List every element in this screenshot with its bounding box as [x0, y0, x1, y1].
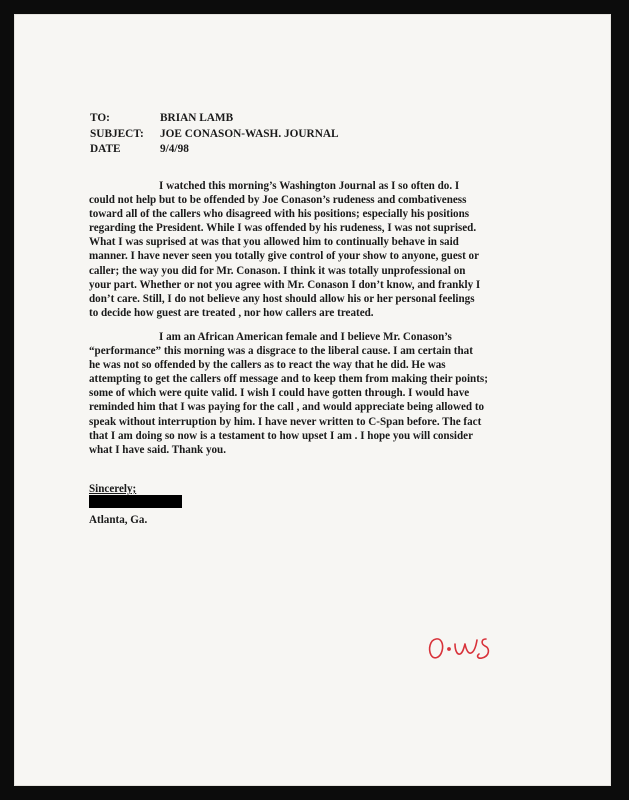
memo-date-row [90, 142, 339, 158]
paragraph-line: that I am doing so now is a testament to how upset I am . I hope you will consider [89, 429, 473, 442]
paragraph-line: What I was suprised at was that you allowed him to continually behave in said [89, 236, 459, 249]
paragraph-line: to decide how guest are treated , nor how callers are treated. [89, 306, 374, 319]
paragraph-line: caller; the way you did for Mr. Conason. I think it was totally unprofessional on [89, 264, 466, 277]
memo-subject-label: SUBJECT: [90, 127, 144, 140]
paragraph-line: I watched this morning’s Washington Journal as I so often do. I [159, 180, 460, 192]
paragraph-line: reminded him that I was paying for the call , and would appreciate being allowed to [89, 401, 485, 414]
memo-subject-row [90, 127, 339, 143]
paragraph-line: he was not so offended by the callers as to react the way that he did. He was [89, 359, 446, 372]
memo-to-label: TO: [90, 112, 110, 124]
paragraph-line: your part. Whether or not you agree with Mr. Conason I don’t know, and frankly I [89, 278, 481, 291]
body-paragraph-1 [89, 179, 526, 320]
memo-subject-value: JOE CONASON-WASH. JOURNAL [160, 127, 339, 140]
memo-to-value: BRIAN LAMB [160, 112, 234, 124]
handwritten-initials [424, 625, 516, 670]
redaction-bar [89, 495, 182, 508]
sender-location: Atlanta, Ga. [89, 514, 148, 526]
initials-scribble [424, 625, 516, 665]
paragraph-line: manner. I have never seen you totally give control of your show to anyone, guest or [89, 250, 480, 263]
paragraph-line: toward all of the callers who disagreed with his positions; especially his positions [89, 208, 470, 221]
paragraph-line: don’t care. Still, I do not believe any host should allow his or her personal feelings [89, 292, 475, 305]
body-paragraph-2 [89, 330, 526, 457]
paragraph-line: regarding the President. While I was offended by his rudeness, I was not suprised. [89, 222, 477, 235]
memo-header [90, 111, 339, 158]
paragraph-line: attempting to get the callers off message and to keep them from making their points; [89, 373, 488, 386]
paragraph-line: could not help but to be offended by Joe Conason’s rudeness and combativeness [89, 194, 467, 207]
closing [89, 482, 136, 496]
memo-date-label: DATE [90, 143, 121, 156]
memo-to-row [90, 111, 339, 127]
paragraph-line: I am an African American female and I believe Mr. Conason’s [159, 331, 452, 343]
paragraph-line: what I have said. Thank you. [89, 443, 226, 456]
paragraph-line: some of which were quite valid. I wish I could have gotten through. I would have [89, 387, 470, 400]
paragraph-line: “performance” this morning was a disgrace to the liberal cause. I am certain that [89, 345, 473, 358]
closing-salutation: Sincerely; [89, 483, 137, 495]
memo-date-value: 9/4/98 [160, 143, 189, 156]
paragraph-line: speak without interruption by him. I have never written to C-Span before. The fact [89, 415, 482, 428]
